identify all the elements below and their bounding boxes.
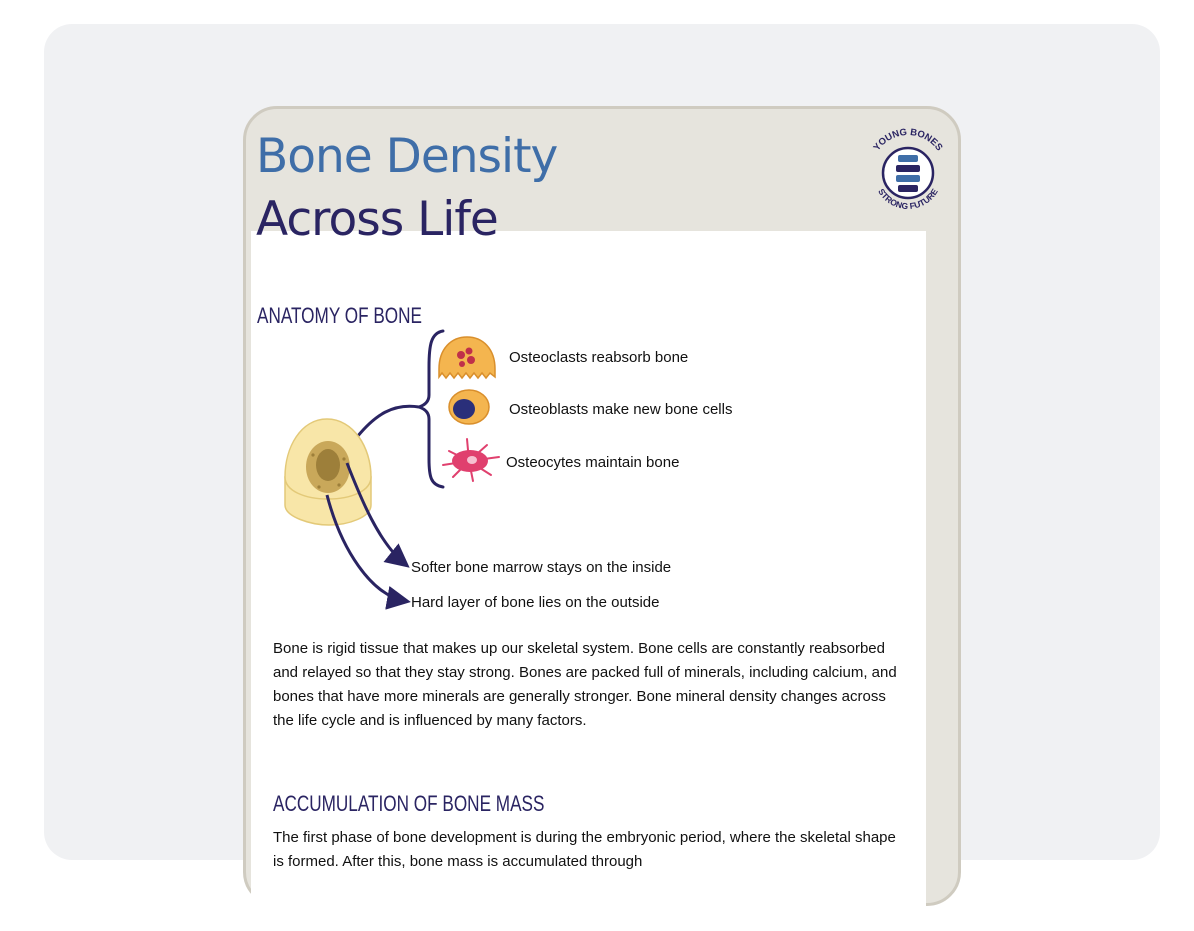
document-card <box>243 106 961 906</box>
page-title-line1: Bone Density <box>256 129 558 184</box>
marrow-arrow <box>347 463 405 564</box>
preview-canvas <box>44 24 1160 870</box>
document-body <box>251 231 926 931</box>
label-osteoblasts: Osteoblasts make new bone cells <box>509 401 733 418</box>
label-osteoclasts: Osteoclasts reabsorb bone <box>509 349 689 366</box>
section-heading-accumulation: ACCUMULATION OF BONE MASS <box>273 791 545 816</box>
section-heading-anatomy: ANATOMY OF BONE <box>257 303 422 328</box>
page-title-line2: Across Life <box>256 192 498 247</box>
label-marrow: Softer bone marrow stays on the inside <box>411 559 672 576</box>
badge-text-top: YOUNG BONES <box>871 126 945 154</box>
label-outer-layer: Hard layer of bone lies on the outside <box>411 594 660 611</box>
badge-text-bottom: STRONG FUTURE <box>876 186 940 212</box>
anatomy-paragraph: Bone is rigid tissue that makes up our skeletal system. Bone cells are constantly reabsorbed and relayed so that they stay strong. Bones are packed full of minerals, including calcium, and bones that have more minerals are generally stronger. Bone mineral density changes across the life cycle and is influenced by many factors. <box>273 640 897 729</box>
young-bones-badge <box>858 119 958 219</box>
accumulation-paragraph: The first phase of bone development is during the embryonic period, where the skeletal shape is formed. After this, bone mass is accumulated through <box>273 829 896 870</box>
label-osteocytes: Osteocytes maintain bone <box>506 454 680 471</box>
